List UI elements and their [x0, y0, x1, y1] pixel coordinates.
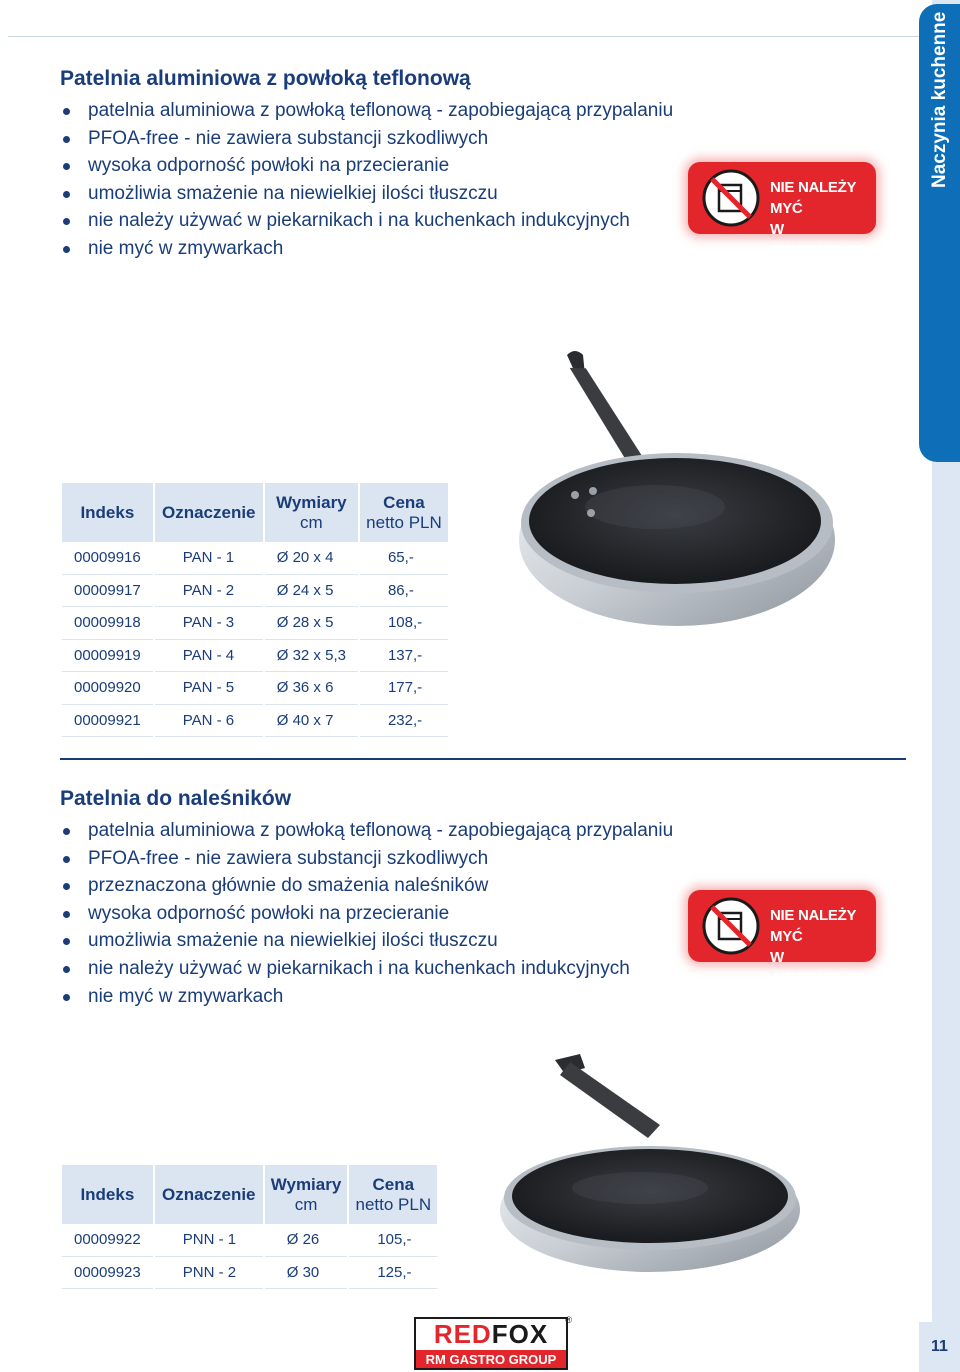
badge-line-1: NIE NALEŻY MYĆ	[770, 179, 856, 217]
badge-text	[770, 177, 877, 261]
cell-price: 125,-	[349, 1257, 437, 1290]
section-divider	[60, 758, 906, 760]
cell-dimensions: Ø 28 x 5	[265, 607, 358, 640]
logo-word-red: RED	[433, 1319, 492, 1349]
cell-dimensions: Ø 26	[265, 1224, 348, 1257]
col-header-dimensions: Wymiary cm	[265, 1165, 348, 1224]
cell-designation: PAN - 5	[155, 672, 263, 705]
cell-designation: PAN - 3	[155, 607, 263, 640]
feature-item: patelnia aluminiowa z powłoką teflonową - zapobiegającą przypalaniu	[60, 817, 720, 845]
cell-price: 177,-	[360, 672, 448, 705]
product-section-2	[60, 787, 720, 1010]
cell-designation: PNN - 2	[155, 1257, 263, 1290]
cell-designation: PAN - 1	[155, 542, 263, 575]
top-rule	[8, 36, 932, 37]
feature-item: nie myć w zmywarkach	[60, 983, 720, 1011]
redfox-logo	[414, 1315, 572, 1370]
feature-item: wysoka odporność powłoki na przecieranie	[60, 900, 720, 928]
badge-text	[770, 905, 877, 989]
feature-item: przeznaczona głównie do smażenia naleśników	[60, 872, 720, 900]
price-table-1	[60, 483, 450, 737]
frying-pan-image	[505, 345, 850, 630]
cell-index: 00009923	[62, 1257, 153, 1290]
cell-index: 00009920	[62, 672, 153, 705]
feature-item: nie myć w zmywarkach	[60, 235, 720, 263]
col-header-designation: Oznaczenie	[155, 1165, 263, 1224]
table-row	[62, 1257, 437, 1290]
feature-item: nie należy używać w piekarnikach i na kuchenkach indukcyjnych	[60, 955, 720, 983]
col-header-index: Indeks	[62, 1165, 153, 1224]
feature-item: umożliwia smażenie na niewielkiej ilości tłuszczu	[60, 927, 720, 955]
cell-index: 00009917	[62, 575, 153, 608]
cell-dimensions: Ø 40 x 7	[265, 705, 358, 738]
col-header-dimensions: Wymiary cm	[265, 483, 358, 542]
feature-list	[60, 817, 720, 1010]
col-header-designation: Oznaczenie	[155, 483, 263, 542]
table-row	[62, 672, 448, 705]
cell-dimensions: Ø 32 x 5,3	[265, 640, 358, 673]
no-dishwasher-icon	[700, 895, 762, 957]
table-row	[62, 575, 448, 608]
cell-price: 137,-	[360, 640, 448, 673]
cell-designation: PNN - 1	[155, 1224, 263, 1257]
table-row	[62, 1224, 437, 1257]
no-dishwasher-icon	[700, 167, 762, 229]
page-number: 11	[919, 1322, 960, 1372]
feature-item: patelnia aluminiowa z powłoką teflonową - zapobiegającą przypalaniu	[60, 97, 720, 125]
logo-subtitle: RM GASTRO GROUP	[414, 1350, 568, 1370]
cell-index: 00009918	[62, 607, 153, 640]
col-header-price: Cena netto PLN	[349, 1165, 437, 1224]
feature-item: PFOA-free - nie zawiera substancji szkodliwych	[60, 125, 720, 153]
cell-price: 105,-	[349, 1224, 437, 1257]
table-row	[62, 542, 448, 575]
section-title: Patelnia do naleśników	[60, 787, 292, 810]
section-title: Patelnia aluminiowa z powłoką teflonową	[60, 67, 471, 90]
feature-list	[60, 97, 720, 263]
cell-index: 00009921	[62, 705, 153, 738]
table-row	[62, 640, 448, 673]
badge-line-2: W ZMYWARKACH	[770, 949, 877, 987]
cell-price: 86,-	[360, 575, 448, 608]
cell-dimensions: Ø 36 x 6	[265, 672, 358, 705]
cell-designation: PAN - 4	[155, 640, 263, 673]
logo-word-black: FOX	[491, 1319, 549, 1349]
table-row	[62, 607, 448, 640]
badge-line-2: W ZMYWARKACH	[770, 221, 877, 259]
col-header-index: Indeks	[62, 483, 153, 542]
cell-index: 00009919	[62, 640, 153, 673]
cell-designation: PAN - 6	[155, 705, 263, 738]
cell-index: 00009916	[62, 542, 153, 575]
price-table-2	[60, 1165, 439, 1289]
category-label: Naczynia kuchenne	[929, 12, 950, 189]
feature-item: nie należy używać w piekarnikach i na kuchenkach indukcyjnych	[60, 207, 720, 235]
table-row	[62, 705, 448, 738]
cell-price: 232,-	[360, 705, 448, 738]
crepe-pan-image	[470, 1030, 800, 1285]
cell-price: 108,-	[360, 607, 448, 640]
badge-line-1: NIE NALEŻY MYĆ	[770, 907, 856, 945]
product-section-1	[60, 67, 720, 263]
cell-designation: PAN - 2	[155, 575, 263, 608]
logo-wordmark	[414, 1317, 568, 1350]
feature-item: PFOA-free - nie zawiera substancji szkodliwych	[60, 845, 720, 873]
feature-item: umożliwia smażenie na niewielkiej ilości tłuszczu	[60, 180, 720, 208]
feature-item: wysoka odporność powłoki na przecieranie	[60, 152, 720, 180]
registered-mark: ®	[565, 1315, 572, 1325]
col-header-price: Cena netto PLN	[360, 483, 448, 542]
cell-dimensions: Ø 20 x 4	[265, 542, 358, 575]
cell-dimensions: Ø 30	[265, 1257, 348, 1290]
no-dishwasher-badge	[688, 890, 877, 987]
no-dishwasher-badge	[688, 162, 877, 259]
cell-dimensions: Ø 24 x 5	[265, 575, 358, 608]
cell-index: 00009922	[62, 1224, 153, 1257]
cell-price: 65,-	[360, 542, 448, 575]
